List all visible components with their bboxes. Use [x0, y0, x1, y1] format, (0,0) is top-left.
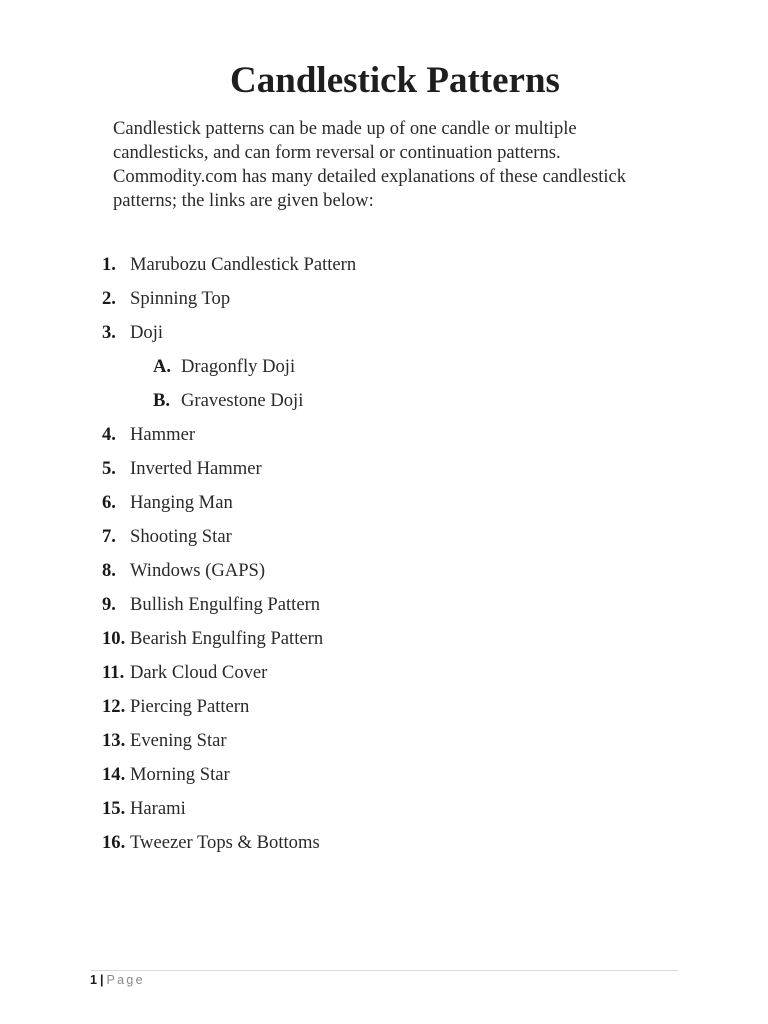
- list-item-number: 5.: [102, 458, 116, 479]
- list-item-number: 6.: [102, 492, 116, 513]
- list-item-number: 2.: [102, 288, 116, 309]
- list-item-text: Morning Star: [130, 764, 230, 785]
- list-item-text: Windows (GAPS): [130, 560, 266, 581]
- list-item: [0, 420, 768, 454]
- list-item-text: Doji: [130, 322, 164, 343]
- list-item: [0, 488, 768, 522]
- list-item: [0, 658, 768, 692]
- list-item-number: 7.: [102, 526, 116, 547]
- list-item-text: Bullish Engulfing Pattern: [130, 594, 321, 615]
- sub-list-item: [0, 386, 768, 420]
- list-item-text: Dark Cloud Cover: [130, 662, 268, 683]
- list-item-text: Inverted Hammer: [130, 458, 262, 479]
- list-item: [0, 454, 768, 488]
- list-item-number: 11.: [102, 662, 125, 683]
- list-item: [0, 284, 768, 318]
- list-item: [0, 828, 768, 862]
- intro-paragraph: Candlestick patterns can be made up of one candle or multiple candlesticks, and can form reversal or continuation patterns. Commodity.com has many detailed explanations of these candlestick patterns; the links are given below:: [113, 118, 627, 211]
- list-item: [0, 794, 768, 828]
- list-item-text: Hammer: [130, 424, 196, 445]
- list-item: [0, 318, 768, 352]
- list-item-number: 1.: [102, 254, 116, 275]
- pattern-list: [0, 250, 768, 862]
- sub-list-item: [0, 352, 768, 386]
- list-item: [0, 624, 768, 658]
- list-item: [0, 726, 768, 760]
- list-item-letter: B.: [153, 390, 171, 411]
- list-item-text: Shooting Star: [130, 526, 232, 547]
- page-label: Page: [106, 973, 145, 987]
- list-item: [0, 692, 768, 726]
- list-item-number: 9.: [102, 594, 116, 615]
- list-item-number: 16.: [102, 832, 126, 853]
- list-item-number: 4.: [102, 424, 116, 445]
- list-item-text: Tweezer Tops & Bottoms: [130, 832, 320, 853]
- list-item: [0, 760, 768, 794]
- list-item-number: 10.: [102, 628, 126, 649]
- page-title: Candlestick Patterns: [230, 60, 560, 101]
- list-item-number: 12.: [102, 696, 126, 717]
- list-item-text: Gravestone Doji: [181, 390, 304, 411]
- page-number: 1: [90, 973, 97, 987]
- list-item-text: Evening Star: [130, 730, 227, 751]
- list-item-number: 13.: [102, 730, 126, 751]
- footer-divider: [90, 970, 678, 971]
- list-item-number: 14.: [102, 764, 126, 785]
- list-item: [0, 556, 768, 590]
- list-item: [0, 590, 768, 624]
- page-footer: [90, 972, 145, 988]
- list-item-text: Harami: [130, 798, 186, 819]
- list-item-text: Spinning Top: [130, 288, 231, 309]
- list-item-number: 8.: [102, 560, 116, 581]
- list-item-number: 3.: [102, 322, 116, 343]
- list-item: [0, 250, 768, 284]
- list-item-text: Marubozu Candlestick Pattern: [130, 254, 357, 275]
- list-item-text: Piercing Pattern: [130, 696, 250, 717]
- list-item-text: Hanging Man: [130, 492, 233, 513]
- list-item-letter: A.: [153, 356, 172, 377]
- list-item-text: Dragonfly Doji: [181, 356, 296, 377]
- list-item-text: Bearish Engulfing Pattern: [130, 628, 324, 649]
- footer-separator: |: [99, 973, 104, 987]
- list-item-number: 15.: [102, 798, 126, 819]
- list-item: [0, 522, 768, 556]
